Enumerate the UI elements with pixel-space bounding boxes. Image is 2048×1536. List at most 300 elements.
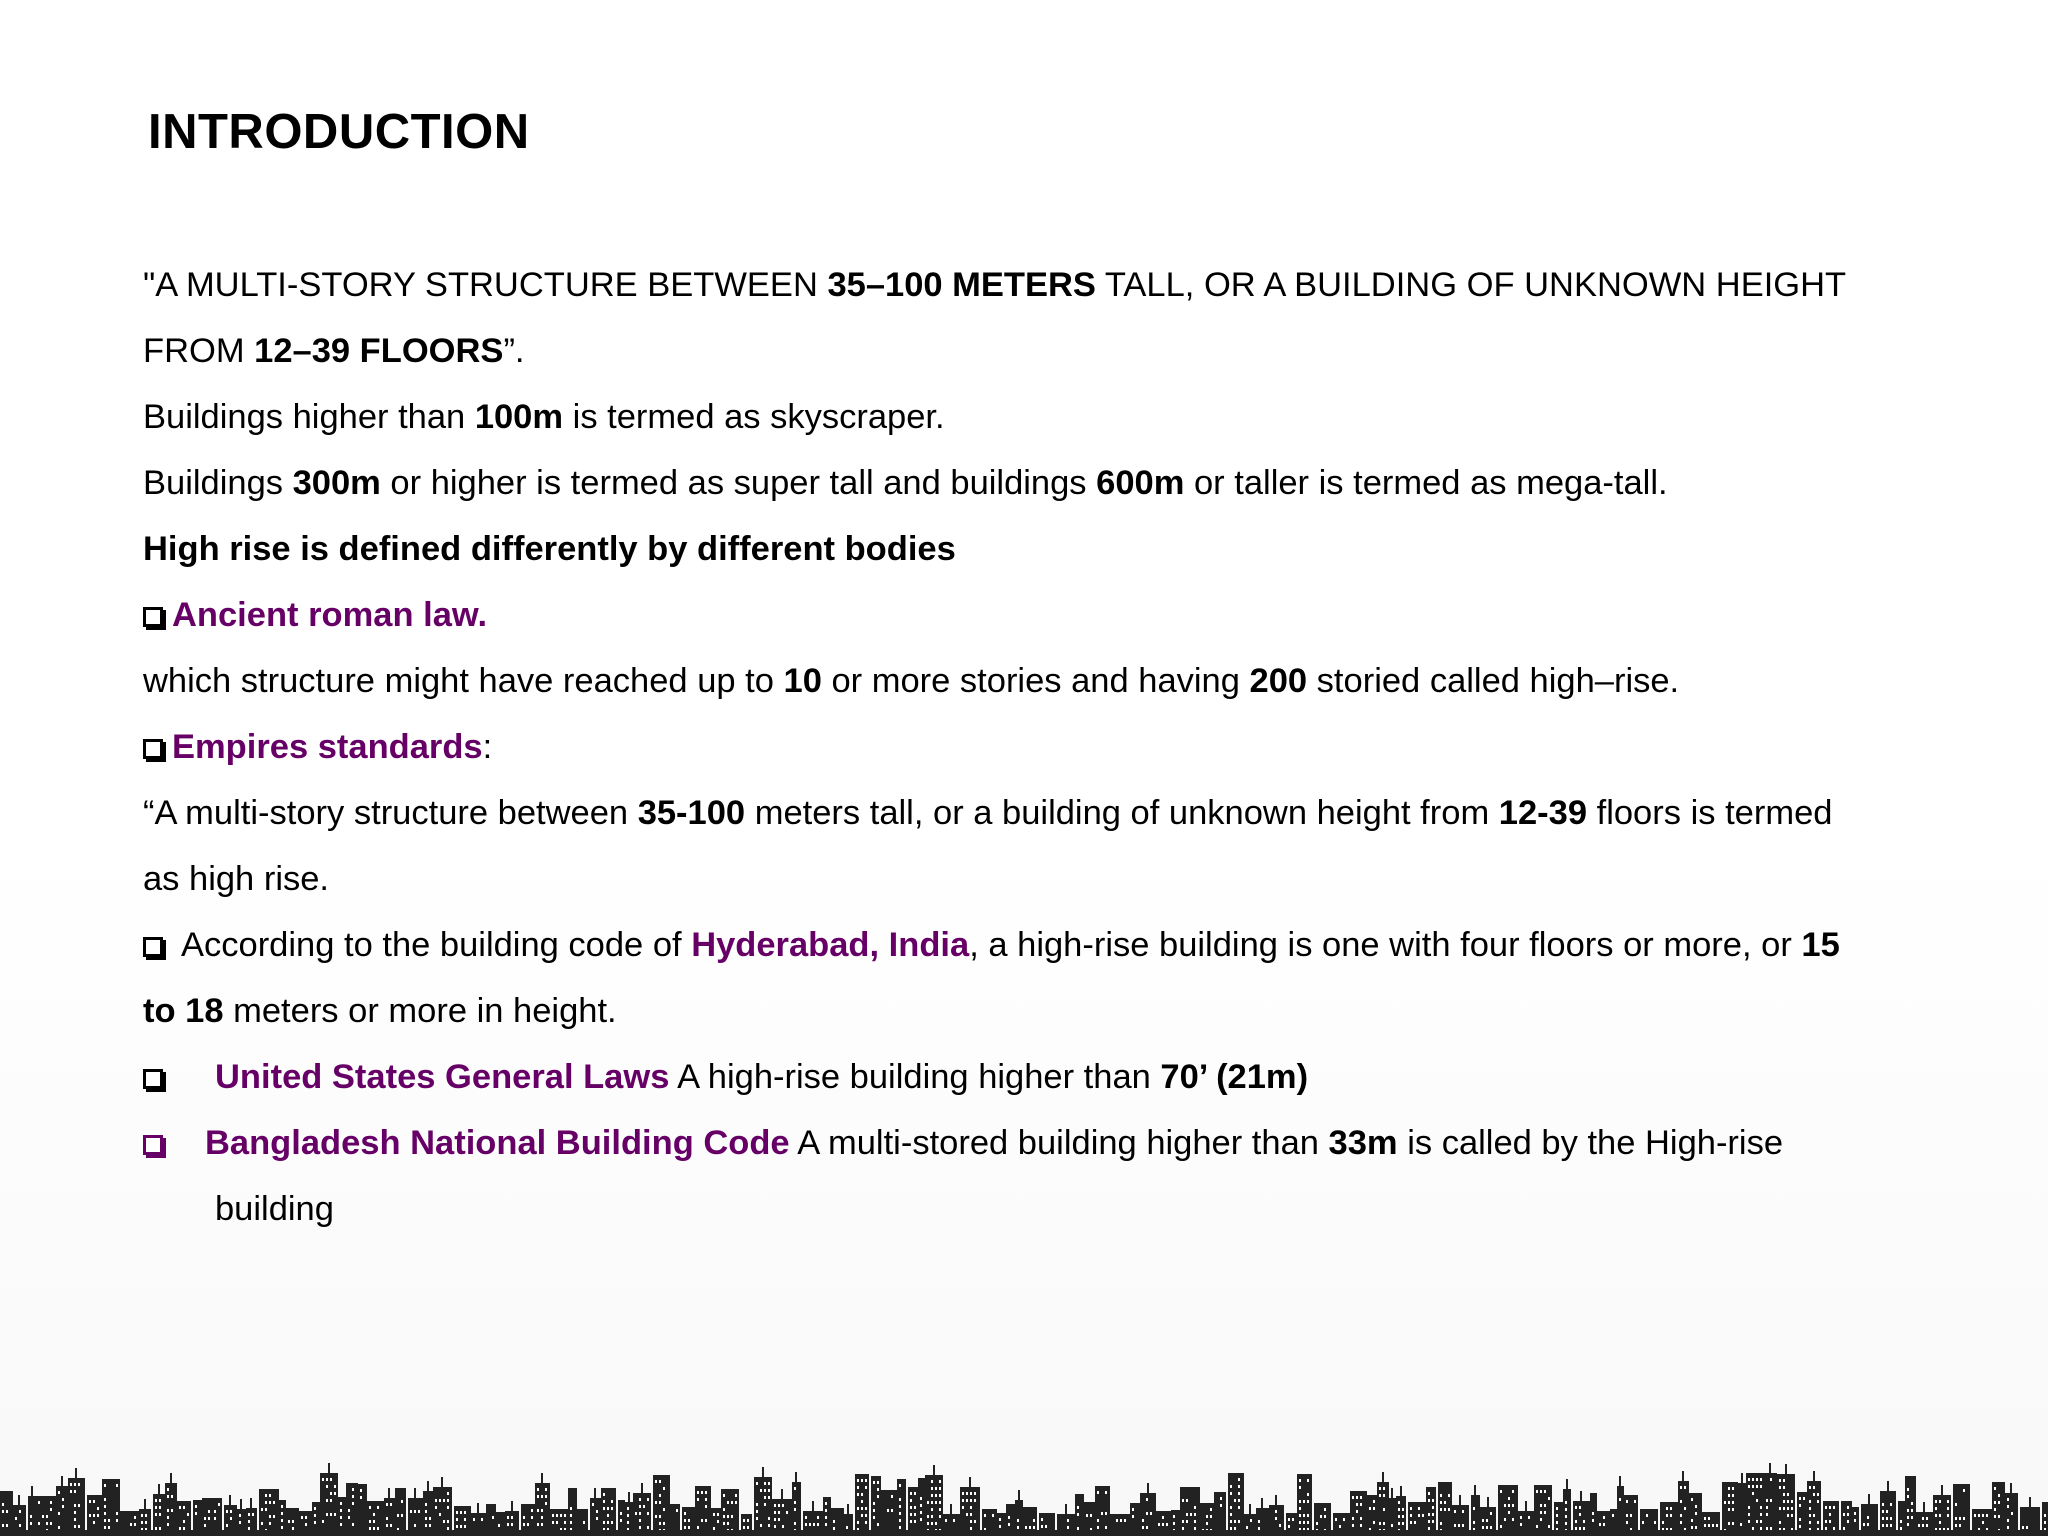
skyline-window bbox=[183, 1506, 185, 1509]
skyline-window bbox=[545, 1502, 547, 1505]
skyline-spire bbox=[388, 1488, 390, 1498]
skyline-window bbox=[1825, 1527, 1827, 1530]
skyline-window bbox=[1963, 1517, 1965, 1520]
skyline-spire bbox=[170, 1473, 172, 1483]
skyline-window bbox=[1791, 1500, 1793, 1503]
skyline-window bbox=[774, 1511, 776, 1514]
skyline-window bbox=[74, 1511, 76, 1514]
skyline-window bbox=[1097, 1519, 1099, 1522]
skyline-window bbox=[846, 1526, 848, 1529]
skyline-window bbox=[1654, 1521, 1656, 1524]
skyline-window bbox=[1008, 1523, 1010, 1526]
skyline-window bbox=[89, 1500, 91, 1503]
skyline-window bbox=[1303, 1500, 1305, 1503]
skyline-window bbox=[1041, 1525, 1043, 1528]
skyline-window bbox=[531, 1509, 533, 1512]
skyline-window bbox=[1907, 1495, 1909, 1498]
skyline-window bbox=[1911, 1502, 1913, 1505]
skyline-spire bbox=[2010, 1483, 2012, 1493]
skyline-building bbox=[320, 1473, 338, 1536]
skyline-window bbox=[899, 1498, 901, 1501]
skyline-window bbox=[1194, 1527, 1196, 1530]
skyline-window bbox=[992, 1514, 994, 1517]
skyline-window bbox=[1462, 1510, 1464, 1513]
skyline-building bbox=[568, 1488, 577, 1536]
skyline-window bbox=[1752, 1527, 1754, 1530]
skyline-window bbox=[281, 1512, 283, 1515]
skyline-window bbox=[1373, 1507, 1375, 1510]
skyline-window bbox=[1422, 1514, 1424, 1517]
skyline-window bbox=[564, 1514, 566, 1517]
skyline-window bbox=[705, 1505, 707, 1508]
skyline-window bbox=[1799, 1497, 1801, 1500]
skyline-window bbox=[1544, 1504, 1546, 1507]
skyline-window bbox=[794, 1522, 796, 1525]
skyline-window bbox=[1756, 1485, 1758, 1488]
skyline-window bbox=[1238, 1492, 1240, 1495]
skyline-window bbox=[743, 1519, 745, 1522]
skyline-window bbox=[794, 1487, 796, 1490]
skyline-window bbox=[1320, 1515, 1322, 1518]
skyline-window bbox=[340, 1523, 342, 1526]
skyline-window bbox=[1303, 1521, 1305, 1524]
skyline-window bbox=[1728, 1494, 1730, 1497]
skyline-window bbox=[1352, 1496, 1354, 1499]
skyline-window bbox=[857, 1507, 859, 1510]
skyline-window bbox=[464, 1525, 466, 1528]
skyline-building bbox=[1075, 1494, 1084, 1536]
skyline-window bbox=[1900, 1520, 1902, 1523]
skyline-spire bbox=[1487, 1497, 1489, 1507]
skyline-window bbox=[794, 1508, 796, 1511]
skyline-window bbox=[560, 1514, 562, 1517]
skyline-window bbox=[1843, 1527, 1845, 1530]
skyline-window bbox=[970, 1506, 972, 1509]
skyline-building bbox=[653, 1475, 670, 1536]
skyline-window bbox=[1428, 1499, 1430, 1502]
skyline-window bbox=[104, 1519, 106, 1522]
skyline-window bbox=[974, 1492, 976, 1495]
skyline-window bbox=[570, 1514, 572, 1517]
skyline-window bbox=[647, 1526, 649, 1529]
skyline-window bbox=[920, 1497, 922, 1500]
skyline-window bbox=[756, 1510, 758, 1513]
skyline-window bbox=[1356, 1503, 1358, 1506]
skyline-window bbox=[1536, 1490, 1538, 1493]
skyline-window bbox=[701, 1519, 703, 1522]
skyline-window bbox=[833, 1527, 835, 1530]
skyline-window bbox=[1756, 1478, 1758, 1481]
skyline-window bbox=[1556, 1507, 1558, 1510]
skyline-spire bbox=[511, 1501, 513, 1511]
skyline-window bbox=[1206, 1515, 1208, 1518]
skyline-window bbox=[1963, 1489, 1965, 1492]
skyline-window bbox=[1379, 1522, 1381, 1525]
skyline-window bbox=[1825, 1506, 1827, 1509]
skyline-window bbox=[226, 1510, 228, 1513]
skyline-window bbox=[167, 1523, 169, 1526]
skyline-window bbox=[747, 1526, 749, 1529]
skyline-window bbox=[1575, 1506, 1577, 1509]
skyline-window bbox=[1186, 1513, 1188, 1516]
skyline-building bbox=[925, 1475, 943, 1536]
skyline-window bbox=[1825, 1520, 1827, 1523]
skyline-window bbox=[935, 1487, 937, 1490]
skyline-window bbox=[1097, 1526, 1099, 1529]
skyline-window bbox=[6, 1510, 8, 1513]
skyline-building bbox=[433, 1487, 452, 1536]
skyline-window bbox=[1299, 1507, 1301, 1510]
skyline-window bbox=[1440, 1522, 1442, 1525]
skyline-window bbox=[1680, 1521, 1682, 1524]
skyline-window bbox=[1482, 1526, 1484, 1529]
skyline-window bbox=[962, 1506, 964, 1509]
skyline-window bbox=[1978, 1514, 1980, 1517]
skyline-window bbox=[1704, 1517, 1706, 1520]
skyline-window bbox=[639, 1505, 641, 1508]
skyline-window bbox=[1783, 1500, 1785, 1503]
skyline-window bbox=[910, 1506, 912, 1509]
skyline-window bbox=[314, 1507, 316, 1510]
skyline-window bbox=[1360, 1496, 1362, 1499]
skyline-window bbox=[1356, 1496, 1358, 1499]
skyline-window bbox=[1292, 1518, 1294, 1521]
skyline-window bbox=[927, 1522, 929, 1525]
skyline-window bbox=[688, 1519, 690, 1522]
skyline-window bbox=[935, 1501, 937, 1504]
skyline-window bbox=[778, 1511, 780, 1514]
skyline-window bbox=[1017, 1526, 1019, 1529]
skyline-spire bbox=[1459, 1495, 1461, 1505]
skyline-window bbox=[443, 1520, 445, 1523]
skyline-window bbox=[1565, 1508, 1567, 1511]
skyline-window bbox=[764, 1496, 766, 1499]
skyline-window bbox=[1922, 1517, 1924, 1520]
skyline-window bbox=[145, 1514, 147, 1517]
skyline-window bbox=[537, 1509, 539, 1512]
skyline-window bbox=[179, 1506, 181, 1509]
skyline-spire bbox=[240, 1499, 242, 1509]
skyline-window bbox=[531, 1516, 533, 1519]
skyline-window bbox=[439, 1499, 441, 1502]
skyline-window bbox=[731, 1501, 733, 1504]
skyline-window bbox=[1360, 1503, 1362, 1506]
skyline-window bbox=[50, 1522, 52, 1525]
skyline-window bbox=[931, 1487, 933, 1490]
skyline-window bbox=[78, 1525, 80, 1528]
skyline-window bbox=[1556, 1521, 1558, 1524]
skyline-building bbox=[1905, 1476, 1916, 1536]
skyline-window bbox=[1391, 1524, 1393, 1527]
skyline-window bbox=[386, 1503, 388, 1506]
skyline-window bbox=[1662, 1521, 1664, 1524]
skyline-window bbox=[322, 1478, 324, 1481]
skyline-window bbox=[326, 1485, 328, 1488]
skyline-window bbox=[1238, 1499, 1240, 1502]
skyline-window bbox=[1684, 1486, 1686, 1489]
skyline-window bbox=[1708, 1517, 1710, 1520]
skyline-window bbox=[1565, 1515, 1567, 1518]
skyline-window bbox=[1704, 1524, 1706, 1527]
checkbox-bullet-icon bbox=[143, 937, 163, 957]
skyline-window bbox=[46, 1515, 48, 1518]
skyline-window bbox=[659, 1480, 661, 1483]
skyline-window bbox=[1120, 1519, 1122, 1522]
skyline-window bbox=[104, 1505, 106, 1508]
skyline-window bbox=[2007, 1505, 2009, 1508]
skyline-window bbox=[786, 1511, 788, 1514]
skyline-window bbox=[1146, 1498, 1148, 1501]
skyline-window bbox=[643, 1505, 645, 1508]
skyline-window bbox=[19, 1524, 21, 1527]
skyline-window bbox=[910, 1492, 912, 1495]
skyline-window bbox=[314, 1521, 316, 1524]
skyline-window bbox=[1809, 1521, 1811, 1524]
skyline-building bbox=[1777, 1474, 1795, 1536]
skyline-window bbox=[1428, 1520, 1430, 1523]
skyline-window bbox=[265, 1494, 267, 1497]
skyline-window bbox=[1770, 1478, 1772, 1481]
skyline-window bbox=[352, 1502, 354, 1505]
skyline-window bbox=[1766, 1499, 1768, 1502]
skyline-window bbox=[774, 1525, 776, 1528]
skyline-window bbox=[523, 1523, 525, 1526]
skyline-window bbox=[570, 1507, 572, 1510]
skyline-building bbox=[1746, 1473, 1764, 1536]
skyline-window bbox=[1766, 1513, 1768, 1516]
skyline-window bbox=[931, 1522, 933, 1525]
skyline-window bbox=[1220, 1504, 1222, 1507]
skyline-window bbox=[805, 1523, 807, 1526]
skyline-window bbox=[1783, 1479, 1785, 1482]
skyline-window bbox=[1998, 1515, 2000, 1518]
skyline-window bbox=[1210, 1508, 1212, 1511]
skyline-spire bbox=[144, 1499, 146, 1509]
skyline-window bbox=[962, 1499, 964, 1502]
skyline-spire bbox=[762, 1467, 764, 1477]
skyline-window bbox=[1748, 1520, 1750, 1523]
skyline-window bbox=[1728, 1501, 1730, 1504]
skyline-window bbox=[974, 1520, 976, 1523]
skyline-window bbox=[435, 1506, 437, 1509]
skyline-window bbox=[1867, 1523, 1869, 1526]
skyline-window bbox=[1428, 1492, 1430, 1495]
skyline-window bbox=[1890, 1517, 1892, 1520]
skyline-window bbox=[1307, 1493, 1309, 1496]
skyline-window bbox=[1173, 1515, 1175, 1518]
skyline-window bbox=[1033, 1519, 1035, 1522]
skyline-window bbox=[1982, 1514, 1984, 1517]
skyline-window bbox=[1444, 1501, 1446, 1504]
skyline-spire bbox=[31, 1486, 33, 1496]
skyline-window bbox=[348, 1509, 350, 1512]
skyline-window bbox=[1246, 1526, 1248, 1529]
skyline-window bbox=[523, 1516, 525, 1519]
skyline-window bbox=[647, 1498, 649, 1501]
skyline-window bbox=[663, 1508, 665, 1511]
skyline-window bbox=[1356, 1510, 1358, 1513]
skyline-window bbox=[1770, 1499, 1772, 1502]
skyline-window bbox=[1230, 1485, 1232, 1488]
skyline-window bbox=[265, 1501, 267, 1504]
skyline-window bbox=[1732, 1501, 1734, 1504]
skyline-window bbox=[1440, 1501, 1442, 1504]
skyline-window bbox=[1398, 1501, 1400, 1504]
skyline-spire bbox=[1249, 1504, 1251, 1514]
skyline-spire bbox=[1619, 1476, 1621, 1486]
skyline-window bbox=[1398, 1515, 1400, 1518]
bangladesh-bullet: Bangladesh National Building Code A multi-stored building higher than 33m is called by the High-rise bbox=[143, 1110, 1973, 1176]
skyline-window bbox=[1444, 1508, 1446, 1511]
skyline-window bbox=[1500, 1525, 1502, 1528]
skyline-window bbox=[825, 1502, 827, 1505]
skyline-window bbox=[1779, 1521, 1781, 1524]
skyline-window bbox=[1907, 1523, 1909, 1526]
skyline-window bbox=[1360, 1517, 1362, 1520]
skyline-window bbox=[891, 1509, 893, 1512]
skyline-window bbox=[208, 1517, 210, 1520]
skyline-window bbox=[1666, 1507, 1668, 1510]
skyline-window bbox=[1592, 1512, 1594, 1515]
skyline-window bbox=[360, 1489, 362, 1492]
skyline-window bbox=[1783, 1507, 1785, 1510]
skyline-spire bbox=[1923, 1502, 1925, 1512]
skyline-window bbox=[1886, 1510, 1888, 1513]
skyline-window bbox=[1398, 1522, 1400, 1525]
skyline-window bbox=[1303, 1514, 1305, 1517]
skyline-window bbox=[104, 1498, 106, 1501]
skyline-window bbox=[1432, 1513, 1434, 1516]
skyline-window bbox=[171, 1509, 173, 1512]
skyline-window bbox=[2044, 1514, 2046, 1517]
skyline-window bbox=[1939, 1514, 1941, 1517]
skyline-window bbox=[1307, 1500, 1309, 1503]
skyline-window bbox=[1520, 1523, 1522, 1526]
skyline-window bbox=[1077, 1513, 1079, 1516]
skyline-spire bbox=[158, 1484, 160, 1494]
skyline-window bbox=[1695, 1512, 1697, 1515]
skyline-window bbox=[655, 1480, 657, 1483]
skyline-window bbox=[552, 1514, 554, 1517]
skyline-window bbox=[1142, 1519, 1144, 1522]
skyline-window bbox=[456, 1518, 458, 1521]
skyline-window bbox=[252, 1513, 254, 1516]
hyderabad-line-2: to 18 meters or more in height. bbox=[143, 992, 617, 1030]
skyline-spire bbox=[1941, 1485, 1943, 1495]
skyline-window bbox=[1603, 1516, 1605, 1519]
skyline-window bbox=[30, 1522, 32, 1525]
skyline-window bbox=[914, 1513, 916, 1516]
skyline-window bbox=[768, 1489, 770, 1492]
skyline-window bbox=[429, 1517, 431, 1520]
skyline-window bbox=[1275, 1510, 1277, 1513]
skyline-window bbox=[1299, 1500, 1301, 1503]
skyline-window bbox=[603, 1507, 605, 1510]
skyline-window bbox=[782, 1525, 784, 1528]
skyline-window bbox=[1194, 1506, 1196, 1509]
skyline-window bbox=[663, 1522, 665, 1525]
skyline-window bbox=[1124, 1519, 1126, 1522]
skyline-window bbox=[1299, 1479, 1301, 1482]
skyline-window bbox=[1540, 1511, 1542, 1514]
skyline-window bbox=[865, 1521, 867, 1524]
skyline-window bbox=[1760, 1520, 1762, 1523]
skyline-window bbox=[764, 1503, 766, 1506]
skyline-spire bbox=[628, 1492, 630, 1502]
skyline-window bbox=[735, 1501, 737, 1504]
skyline-window bbox=[1146, 1526, 1148, 1529]
skyline-window bbox=[292, 1520, 294, 1523]
skyline-window bbox=[1760, 1506, 1762, 1509]
skyline-window bbox=[1748, 1485, 1750, 1488]
skyline-window bbox=[464, 1511, 466, 1514]
skyline-window bbox=[334, 1513, 336, 1516]
roman-law-label: Ancient roman law. bbox=[172, 596, 488, 634]
skyline-window bbox=[1724, 1501, 1726, 1504]
skyline-window bbox=[1728, 1508, 1730, 1511]
skyline-window bbox=[1579, 1527, 1581, 1530]
skyline-window bbox=[1090, 1514, 1092, 1517]
skyline-window bbox=[1105, 1512, 1107, 1515]
skyline-window bbox=[1150, 1512, 1152, 1515]
skyline-window bbox=[857, 1486, 859, 1489]
skyline-window bbox=[352, 1523, 354, 1526]
skyline-window bbox=[1575, 1527, 1577, 1530]
skyline-window bbox=[809, 1523, 811, 1526]
skyline-window bbox=[1473, 1507, 1475, 1510]
skyline-building bbox=[1471, 1495, 1480, 1536]
skyline-window bbox=[1634, 1500, 1636, 1503]
skyline-window bbox=[492, 1516, 494, 1519]
skyline-window bbox=[564, 1521, 566, 1524]
skyline-window bbox=[1540, 1518, 1542, 1521]
skyline-window bbox=[1440, 1494, 1442, 1497]
skyline-window bbox=[1626, 1514, 1628, 1517]
skyline-window bbox=[1708, 1524, 1710, 1527]
skyline-window bbox=[1548, 1497, 1550, 1500]
skyline-window bbox=[873, 1502, 875, 1505]
skyline-window bbox=[511, 1523, 513, 1526]
skyline-window bbox=[1307, 1479, 1309, 1482]
skyline-window bbox=[1536, 1525, 1538, 1528]
skyline-spire bbox=[1682, 1471, 1684, 1481]
skyline-window bbox=[1890, 1524, 1892, 1527]
skyline-spire bbox=[1525, 1501, 1527, 1511]
skyline-window bbox=[460, 1511, 462, 1514]
skyline-window bbox=[1029, 1526, 1031, 1529]
skyline-window bbox=[1352, 1517, 1354, 1520]
skyline-building bbox=[792, 1482, 801, 1536]
skyline-window bbox=[768, 1517, 770, 1520]
skyline-building bbox=[1617, 1486, 1624, 1536]
skyline-window bbox=[1740, 1523, 1742, 1526]
skyline-window bbox=[552, 1521, 554, 1524]
skyline-window bbox=[1854, 1519, 1856, 1522]
skyline-window bbox=[1847, 1520, 1849, 1523]
skyline-window bbox=[511, 1516, 513, 1519]
skyline-window bbox=[877, 1495, 879, 1498]
skyline-window bbox=[1402, 1508, 1404, 1511]
skyline-window bbox=[1791, 1514, 1793, 1517]
skyline-window bbox=[723, 1494, 725, 1497]
skyline-window bbox=[155, 1527, 157, 1530]
skyline-spire bbox=[795, 1472, 797, 1482]
skyline-window bbox=[2026, 1526, 2028, 1529]
skyline-window bbox=[292, 1527, 294, 1530]
skyline-window bbox=[1809, 1514, 1811, 1517]
skyline-window bbox=[261, 1522, 263, 1525]
skyline-window bbox=[1911, 1516, 1913, 1519]
